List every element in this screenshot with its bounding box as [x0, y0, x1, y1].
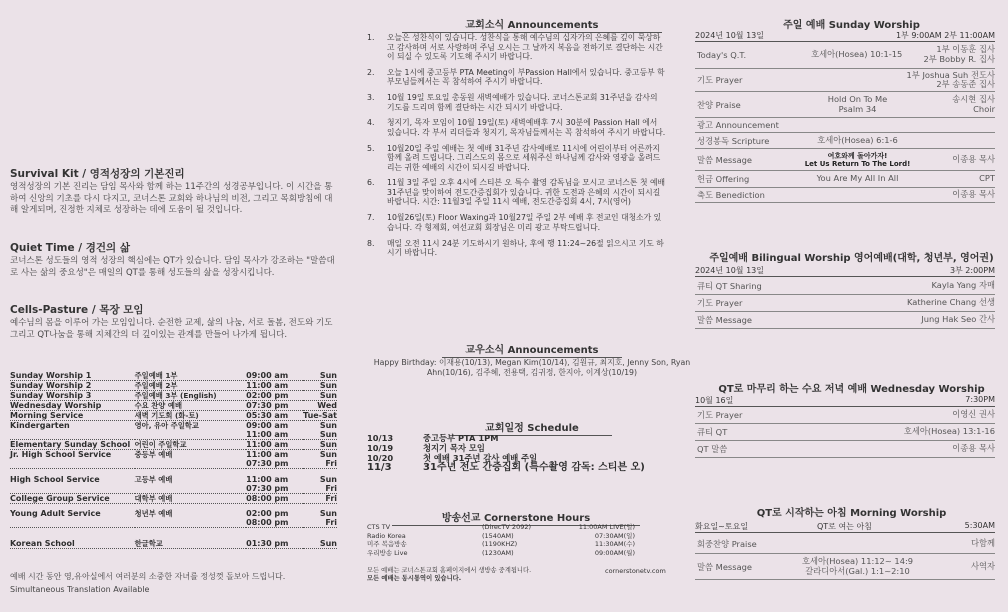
sunday-row: [695, 149, 995, 171]
service-row: [10, 430, 337, 440]
schedule-list: [367, 433, 697, 473]
row-person: [921, 315, 995, 325]
service-day: Sun: [303, 440, 337, 450]
row-person: [904, 427, 995, 437]
wednesday-header: [695, 395, 995, 407]
wednesday-row: [695, 441, 995, 458]
announcement-text: 오늘은 성찬식이 있습니다. 성찬식을 통해 예수님의 십자가의 은혜를 깊이 묵상하고 감사하며 서로 사랑하며 주님 오시는 그 날까지 복음을 전하기로 결단하는 시간이 되실 수 있도록 기도해 주시기 바랍니다.: [387, 33, 663, 61]
announcement-text: 매일 오전 11시 24분 기도하시기 원하나, 후에 행 11:24~26절 읽으시고 기도 하시기 바랍니다.: [387, 238, 664, 258]
service-time: 11:00 am: [246, 474, 289, 484]
sunday-row: [695, 118, 995, 133]
sunday-date: 2024년 10월 13일: [695, 31, 764, 40]
announcement-item: [367, 144, 667, 173]
bilingual-date: 2024년 10월 13일: [695, 266, 764, 275]
row-person: [925, 95, 995, 114]
bilingual-worship-title: 주일예배 Bilingual Worship 영어예배(대학, 청년부, 영어권): [709, 253, 994, 264]
service-name: Korean School: [10, 539, 135, 549]
service-day: Sun: [319, 474, 337, 484]
schedule-event: 청지기 목자 모임: [423, 443, 485, 453]
service-name: [10, 484, 135, 494]
broadcast-station: Radio Korea: [367, 531, 406, 540]
row-content-line: 호세아(Hosea) 10:1-15: [811, 48, 903, 59]
right-column: [695, 0, 1008, 612]
service-korean-name: 고등부 예배: [134, 474, 173, 484]
broadcast-table: [367, 523, 635, 557]
row-person-line: CPT: [979, 173, 995, 184]
morning-worship-title: QT로 시작하는 아침 Morning Worship: [756, 508, 947, 519]
broadcast-translation-note: 모든 예배는 동시통역이 있습니다.: [367, 575, 462, 582]
service-korean-name: [135, 518, 247, 528]
sunday-worship-title: 주일 예배 Sunday Worship: [783, 20, 920, 31]
announcement-item: [367, 68, 667, 87]
announcement-text: 청지기, 목자 모임이 10월 19일(토) 새벽예배후 7시 30분에 Passion Hall 에서 있습니다. 각 부서 리더들과 청지기, 목자님들께서는 꼭 참석하여 주시기 바랍니다.: [387, 118, 666, 137]
row-person-line: 2부 송동준 집사: [936, 79, 995, 89]
service-name: [10, 459, 135, 469]
bilingual-row: [695, 278, 995, 295]
broadcast-row: [367, 523, 635, 532]
row-person: [925, 410, 995, 420]
row-content-line: 호세아(Hosea) 11:12~ 14:9: [801, 556, 914, 566]
row-content-line: Psalm 34: [838, 103, 877, 114]
service-day: Sun: [303, 430, 337, 440]
broadcast-live-note: 모든 예배는 코너스톤교회 홈페이지에서 생방송 중계됩니다.: [367, 567, 532, 574]
broadcast-row: [367, 532, 635, 541]
row-label: 기도 Prayer: [697, 75, 743, 85]
intro-text: 코너스톤 성도들의 영적 성장의 핵심에는 QT가 있습니다. 담임 목사가 강조하는 "말씀대로 사는 삶의 중요성"은 매일의 QT를 통해 성도들의 삶을 성장시킵니다.: [10, 256, 335, 278]
service-time: 11:00 am: [246, 450, 289, 459]
announcement-number: 3.: [367, 93, 375, 103]
row-person-line: 2부 Bobby R. 집사: [923, 53, 995, 64]
announcement-item: [367, 213, 667, 232]
service-time: 05:30 am: [246, 411, 303, 421]
service-row: [10, 440, 337, 450]
intro-cells: [10, 302, 340, 341]
row-person-line: 호세아(Hosea) 13:1-16: [903, 426, 995, 437]
service-name: Wednesday Worship: [10, 401, 135, 411]
service-korean-name: 어린이 주일학교: [135, 440, 247, 450]
row-person: [925, 539, 995, 549]
service-row: [10, 474, 337, 484]
service-row: [10, 450, 337, 460]
service-time: 11:00 am: [246, 440, 303, 450]
broadcast-time: 07:30AM(일): [594, 531, 635, 540]
wednesday-worship-title: QT로 마무리 하는 수요 저녁 예배 Wednesday Worship: [718, 384, 985, 395]
schedule-date: 10/20: [367, 453, 394, 463]
birthday-list: Happy Birthday: 이재용(10/13), Megan Kim(10/14), 김원규, 최지호, Jenny Son, Ryan Ahn(10/16), 김주혜, 전용택, 김귀정, 한지아, 이계상(10/19): [373, 358, 691, 377]
service-korean-name: [135, 430, 247, 440]
row-person-line: 이영신 권사: [952, 409, 995, 420]
row-content: [790, 136, 925, 146]
intro-survival-kit: [10, 166, 340, 217]
service-day: Sun: [319, 421, 337, 430]
service-day: Sun: [303, 539, 337, 549]
service-row: [10, 411, 337, 421]
service-row: [10, 509, 337, 519]
service-row: [10, 421, 337, 431]
service-time: 02:00 pm: [246, 391, 303, 401]
broadcast-channel: (DirecTV 2092): [482, 523, 532, 531]
announcement-number: 6.: [367, 178, 375, 188]
announcement-item: [367, 239, 667, 258]
announcements-title: 교회소식 Announcements: [402, 16, 662, 33]
service-day: Sun: [319, 509, 337, 518]
row-label: Today's Q.T.: [697, 49, 747, 60]
row-person-line: 다함께: [970, 538, 995, 549]
row-content: [790, 152, 925, 168]
service-korean-name: 한글학교: [135, 539, 247, 549]
row-person-line: 송시현 집사: [952, 94, 995, 104]
row-person-line: 1부 이동훈 집사: [936, 44, 995, 54]
schedule-event: 첫 예배 31주년 감사 예배 주일: [423, 453, 538, 463]
announcement-item: [367, 118, 667, 137]
service-row: [10, 391, 337, 401]
sunday-row: [695, 92, 995, 118]
service-korean-name: 영아, 유아 주일학교: [134, 421, 199, 430]
service-day: Fri: [303, 459, 337, 469]
members-news-title: 교우소식 Announcements: [442, 341, 622, 358]
schedule-row: [367, 463, 697, 473]
service-name: [10, 518, 135, 528]
service-korean-name: 새벽 기도회 (화-토): [135, 411, 247, 421]
wednesday-time: 7:30PM: [965, 395, 995, 404]
row-person: [925, 174, 995, 184]
sunday-row: [695, 133, 995, 149]
announcement-number: 2.: [367, 67, 375, 77]
service-row: [10, 484, 337, 494]
announcement-number: 7.: [367, 213, 375, 223]
bilingual-header: [695, 265, 995, 277]
intro-text: 예수님의 몸을 이루어 가는 모임입니다. 순전한 교제, 삶의 나눔, 서로 돌봄, 전도와 기도 그리고 QT나눔을 통해 지체간의 더 깊이있는 관계를 만들어 나가게 됩니다.: [10, 318, 333, 340]
service-day: Sun: [303, 371, 337, 381]
row-person: [907, 298, 995, 308]
wednesday-row: [695, 407, 995, 424]
announcement-number: 1.: [367, 33, 375, 42]
row-label: 축도 Benediction: [697, 190, 765, 200]
service-name: Elementary Sunday School: [10, 440, 135, 450]
row-content-line: 갈라디아서(Gal.) 1:1~2:10: [805, 565, 910, 576]
announcement-item: [367, 33, 667, 62]
row-content: [790, 174, 925, 184]
row-label: 헌금 Offering: [697, 174, 750, 184]
service-time: 08:00 pm: [246, 518, 303, 528]
broadcast-channel: (1190KHZ): [482, 540, 518, 548]
row-content: [790, 557, 925, 576]
service-korean-name: 주일예배 3부 (English): [135, 391, 247, 401]
service-day: Fri: [303, 484, 337, 494]
morning-subtitle: QT로 여는 아침: [817, 522, 872, 531]
sunday-row: [695, 41, 995, 69]
service-time: 09:00 am: [246, 371, 303, 381]
row-content-line: You Are My All In All: [816, 173, 899, 184]
announcement-text: 10월20일 주일 예배는 첫 예배 31주년 감사예배로 11시에 어린이부터 어른까지 함께 올려 드립니다. 그리스도의 몸으로 세워주신 하나님께 감사와 영광을 올려드리는 귀한 예배의 시간이 되시길 바랍니다.: [387, 143, 661, 172]
service-time: 08:00 pm: [246, 493, 303, 503]
broadcast-station: 우리방송 Live: [367, 548, 408, 557]
announcement-item: [367, 93, 667, 112]
left-column: [0, 0, 345, 612]
schedule-title: 교회일정 Schedule: [452, 419, 612, 436]
announcement-text: 10월 19일 토요일 총동원 새벽예배가 있습니다. 코너스톤교회 31주년을 감사의 기도를 드리며 함께 결단하는 시간 되시기 바랍니다.: [387, 93, 658, 112]
service-name: Sunday Worship 3: [10, 391, 135, 401]
service-name: Jr. High School Service: [10, 450, 112, 459]
row-person-line: Jung Hak Seo 간사: [921, 314, 995, 325]
service-korean-name: [135, 484, 247, 494]
sunday-times: 1부 9:00AM 2부 11:00AM: [895, 31, 995, 40]
bilingual-row: [695, 295, 995, 312]
broadcast-row: [367, 549, 635, 558]
row-person: [925, 281, 995, 291]
bilingual-time: 3부 2:00PM: [949, 266, 995, 275]
row-label: 광고 Announcement: [697, 120, 779, 130]
row-label: 말씀 Message: [697, 154, 753, 165]
broadcast-channel: (1540AM): [482, 531, 514, 540]
row-label: 회중찬양 Praise: [697, 539, 757, 549]
service-name: Sunday Worship 2: [10, 381, 135, 391]
morning-header: [695, 521, 995, 533]
schedule-event: 31주년 전도 간증집회 (특수촬영 감독: 스티븐 오): [423, 462, 645, 473]
service-time: 07:30 pm: [246, 484, 303, 494]
broadcast-time: 09:00AM(월): [594, 548, 635, 557]
service-childcare-note: 예배 시간 동안 영,유아실에서 여러분의 소중한 자녀를 정성껏 돌보아 드립니다.: [10, 572, 286, 581]
announcement-text: 오늘 1시에 중고등부 PTA Meeting이 부Passion Hall에서 있습니다. 중고등부 학부모님들께서는 꼭 참석하여 주시기 바랍니다.: [387, 67, 665, 87]
service-day: Fri: [303, 493, 337, 503]
morning-row: [695, 554, 995, 580]
row-person-line: Choir: [973, 103, 995, 114]
row-person-line: Kayla Yang 자매: [931, 280, 995, 291]
service-row: [10, 539, 337, 549]
schedule-event: 중고등부 PTA 1PM: [423, 433, 499, 443]
schedule-date: 10/13: [367, 433, 394, 443]
intro-text: 영적성장의 기본 진리는 담임 목사와 함께 하는 11주간의 성경공부입니다. 이 시간을 통하여 신앙의 기초를 다시 다지고, 코너스톤 교회와 하나님의 비전, 그리고 목회방침에 대해 알게되며, 진정한 지체로 성장하는 데에 도움이 될 것입니다.: [10, 182, 333, 215]
announcement-item: [367, 178, 667, 207]
intro-title: Cells-Pasture / 목장 모임: [10, 304, 144, 316]
wednesday-row: [695, 424, 995, 441]
translation-note: Simultaneous Translation Available: [10, 585, 150, 594]
row-content-line: Let Us Return To The Lord!: [804, 159, 911, 168]
intro-quiet-time: [10, 240, 340, 279]
service-day: Sun: [303, 391, 337, 401]
announcements-list: [367, 33, 667, 264]
service-row: [10, 401, 337, 411]
broadcast-title: 방송선교 Cornerstone Hours: [392, 509, 640, 526]
row-label: 말씀 Message: [697, 561, 753, 572]
service-row: [10, 518, 337, 528]
intro-title: Quiet Time / 경건의 삶: [10, 242, 130, 254]
row-label: 말씀 Message: [697, 315, 753, 325]
middle-column: [362, 0, 702, 612]
row-content: [790, 50, 923, 60]
service-time: 07:30 pm: [246, 401, 303, 411]
service-korean-name: 중등부 예배: [134, 450, 173, 459]
row-person: [925, 155, 995, 165]
announcement-number: 4.: [367, 118, 375, 128]
service-times-table: [10, 371, 337, 549]
morning-row: [695, 535, 995, 554]
service-name: High School Service: [10, 474, 100, 484]
announcement-number: 8.: [367, 238, 375, 248]
broadcast-station: CTS TV: [367, 523, 391, 531]
row-person-line: 이종용 목사: [952, 153, 995, 164]
service-time: 07:30 pm: [246, 459, 303, 469]
row-label: QT 말씀: [697, 444, 728, 454]
row-person: [925, 190, 995, 200]
bilingual-row: [695, 312, 995, 329]
row-person-line: 이종용 목사: [952, 189, 995, 200]
row-label: 기도 Prayer: [697, 298, 743, 308]
service-name: [10, 430, 135, 440]
row-person-line: 사역자: [970, 560, 995, 571]
service-name: Young Adult Service: [10, 509, 101, 518]
row-label: 성경봉독 Scripture: [697, 135, 770, 146]
row-content-line: Hold On To Me: [827, 94, 888, 104]
broadcast-notes: [367, 567, 531, 583]
service-korean-name: 주일예배 2부: [135, 381, 247, 391]
service-time: 02:00 pm: [246, 509, 289, 518]
service-korean-name: 대학부 예배: [135, 493, 247, 503]
row-label: 기도 Prayer: [697, 410, 743, 420]
row-label: 찬양 Praise: [697, 99, 741, 110]
service-time: 09:00 am: [246, 421, 289, 430]
service-day: Sun: [319, 450, 337, 459]
service-day: Tue-Sat: [302, 411, 337, 420]
service-korean-name: 청년부 예배: [134, 509, 173, 518]
wednesday-date: 10월 16일: [695, 396, 734, 405]
broadcast-url-link[interactable]: cornerstonetv.com: [605, 567, 666, 575]
service-time: 11:00 am: [246, 430, 303, 440]
service-day: Fri: [303, 518, 337, 528]
row-person: [923, 45, 995, 64]
schedule-date: 11/3: [367, 462, 392, 473]
broadcast-station: 미주 복음방송: [367, 540, 407, 548]
schedule-date: 10/19: [367, 443, 394, 453]
intro-title: Survival Kit / 영적성장의 기본진리: [10, 168, 185, 180]
service-day: Wed: [303, 401, 337, 411]
sunday-row: [695, 69, 995, 92]
broadcast-row: [367, 540, 635, 549]
service-korean-name: 수요 찬양 예배: [135, 401, 247, 411]
announcement-text: 11월 3일 주일 오후 4시에 스티븐 오 특수 촬영 감독님을 모시고 코너스톤 첫 예배 31주년을 맞이하여 전도간증집회가 있습니다. 귀한 도전과 은혜의 시간이 되시길 바랍니다. 시간: 11월3일 주일 11시 예배, 전도간증집회 4시, 7시(영어): [387, 178, 666, 207]
row-label: 큐티 QT: [697, 427, 728, 437]
service-time: 11:00 am: [246, 381, 303, 391]
service-row: [10, 381, 337, 391]
service-name: Morning Service: [10, 411, 135, 421]
row-content: [790, 95, 925, 114]
broadcast-time: 11:30AM(수): [594, 540, 635, 548]
service-row: [10, 371, 337, 381]
broadcast-time: 11:00AM LIVE(일): [578, 523, 635, 531]
service-name: Kindergarten: [10, 421, 70, 430]
sunday-row: [695, 188, 995, 203]
announcement-number: 5.: [367, 143, 375, 153]
service-korean-name: 주일예배 1부: [135, 371, 247, 381]
service-name: College Group Service: [10, 493, 135, 503]
service-day: Sun: [303, 381, 337, 391]
row-label: 큐티 QT Sharing: [697, 281, 762, 291]
service-row: [10, 493, 337, 503]
sunday-row: [695, 171, 995, 188]
service-time: 01:30 pm: [246, 539, 303, 549]
morning-time: 5:30AM: [964, 521, 995, 530]
schedule-row: [367, 443, 697, 453]
row-person: [925, 444, 995, 454]
morning-days: 화요일~토요일: [695, 522, 749, 531]
announcement-text: 10월26일(토) Floor Waxing과 10월27일 주일 2부 예배 후 전교인 대청소가 있습니다. 각 형제회, 여선교회 회장님은 미리 광고 부탁드립니다.: [387, 213, 662, 232]
row-person-line: 1부 Joshua Suh 전도사: [906, 69, 995, 80]
row-person-line: Katherine Chang 선생: [906, 297, 995, 308]
service-row: [10, 459, 337, 469]
service-name: Sunday Worship 1: [10, 371, 135, 381]
schedule-row: [367, 433, 697, 443]
service-korean-name: [135, 459, 247, 469]
row-content-line: 호세아(Hosea) 6:1-6: [817, 134, 898, 145]
row-content-line: 여호와께 돌아가자!: [827, 151, 888, 160]
broadcast-channel: (1230AM): [482, 548, 514, 557]
row-person-line: 이종용 목사: [952, 443, 995, 454]
row-person: [907, 71, 995, 90]
row-person: [925, 562, 995, 572]
